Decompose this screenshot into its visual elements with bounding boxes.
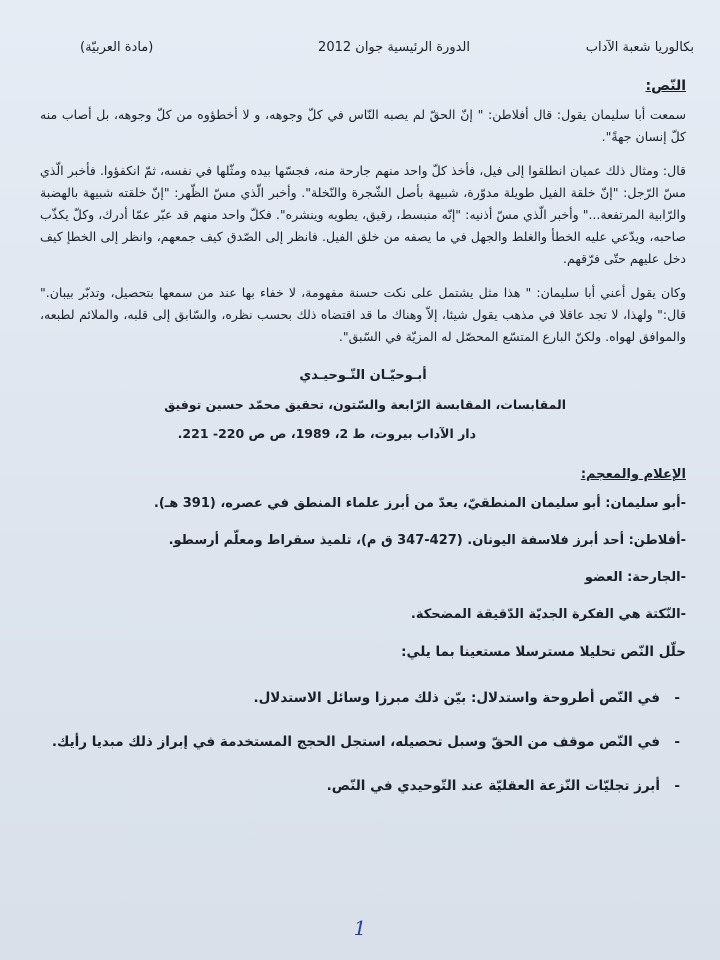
question-marker: - bbox=[674, 734, 680, 750]
exam-subject: (مادة العربيّة) bbox=[80, 40, 154, 55]
exam-track: بكالوريا شعبة الآداب bbox=[585, 40, 694, 55]
exam-content bbox=[40, 78, 686, 818]
exam-header bbox=[0, 40, 720, 64]
glossary-title: الإعلام والمعجم: bbox=[580, 467, 686, 482]
publisher-reference: دار الآداب بيروت، ط 2، 1989، ص ص 220- 221. bbox=[177, 426, 476, 441]
question-item bbox=[40, 730, 686, 754]
question-marker: - bbox=[674, 690, 680, 706]
question-item bbox=[40, 686, 686, 710]
question-text: في النّص موقف من الحقّ وسبل تحصيله، استجل الحجج المستخدمة في إبراز ذلك مبديا رأيك. bbox=[51, 734, 660, 750]
text-paragraph-1: سمعت أبا سليمان يقول: قال أفلاطن: " إنّ الحقّ لم يصبه النّاس في كلّ وجوهه، و لا أخطؤوه من كلّ وجوهه، بل أصاب منه كلّ إنسان جهةً". bbox=[40, 107, 686, 144]
question-text: في النّص أطروحة واستدلال: بيّن ذلك مبرزا وسائل الاستدلال. bbox=[253, 690, 660, 706]
glossary-entry: -النّكتة هي الفكرة الجديّة الدّقيقة المضحكة. bbox=[410, 607, 686, 622]
page-number: 1 bbox=[353, 916, 367, 940]
text-title: النّص: bbox=[645, 78, 686, 94]
exam-session: الدورة الرئيسية جوان 2012 bbox=[318, 40, 470, 55]
text-paragraph-2: قال: ومثال ذلك عميان انطلقوا إلى فيل، فأخذ كلّ واحد منهم جارحة منه، فجسّها بيده ومثّلها في نفسه، ثمّ انكفؤوا. فأخبر الّذي مسّ الرّجل: "إنّ خلقة الفيل طويلة مدوّرة، شبيهة بأصل الشّجرة والنّخلة". وأخبر الّذي مسّ الظّهر: "إنّ خلقته شبيهة بالهضبة والرّابية المرتفعة..." وأخبر الّذي مسّ أذنيه: "إنّه منبسط، رقيق، يطويه وينشره". فكلّ واحد منهم قد عبّر عمّا أدرك، وكلّ يكذّب صاحبه، ويدّعي عليه الخطأ والغلط والجهل في ما يصفه من خلق الفيل. فانظر إلى الصّدق كيف جمعهم، وانظر إلى الخطإ كيف دخل عليهم حتّى فرّقهم. bbox=[40, 163, 686, 266]
question-item bbox=[40, 774, 686, 798]
author-name: أبـوحيّـان التّـوحيـدي bbox=[299, 368, 427, 383]
glossary-entry: -الجارحة: العضو bbox=[584, 570, 686, 585]
question-marker: - bbox=[674, 778, 680, 794]
question-list bbox=[40, 686, 686, 798]
glossary-entry: -أبو سليمان: أبو سليمان المنطقيّ، يعدّ من أبرز علماء المنطق في عصره، (391 هـ). bbox=[153, 496, 686, 511]
source-reference: المقابسات، المقابسة الرّابعة والسّتون، تحقيق محمّد حسين توفيق bbox=[164, 397, 566, 412]
analysis-instruction: حلّل النّص تحليلا مسترسلا مستعينا بما يلي: bbox=[401, 644, 686, 660]
text-paragraph-3: وكان يقول أعني أبا سليمان: " هذا مثل يشتمل على نكت حسنة مفهومة، لا خفاء بها عند من سمعها بتحصيل، وتدبّر بيبان." قال:" ولهذا، لا تجد عاقلا في مذهب يقول شيئا، إلاّ وهناك ما قد اقتضاه ذلك بحسب نظره، والسّابق إلى قلبه، والملائم لطبعه، والموافق لهواه. ولكنّ البارع المتسّع المحصّل له المزيّة في السّبق". bbox=[40, 285, 686, 344]
glossary-entry: -أفلاطن: أحد أبرز فلاسفة اليونان. (427-347 ق م)، تلميذ سقراط ومعلّم أرسطو. bbox=[168, 533, 686, 548]
question-text: أبرز تجليّات النّزعة العقليّة عند التّوحيدي في النّص. bbox=[326, 778, 660, 794]
